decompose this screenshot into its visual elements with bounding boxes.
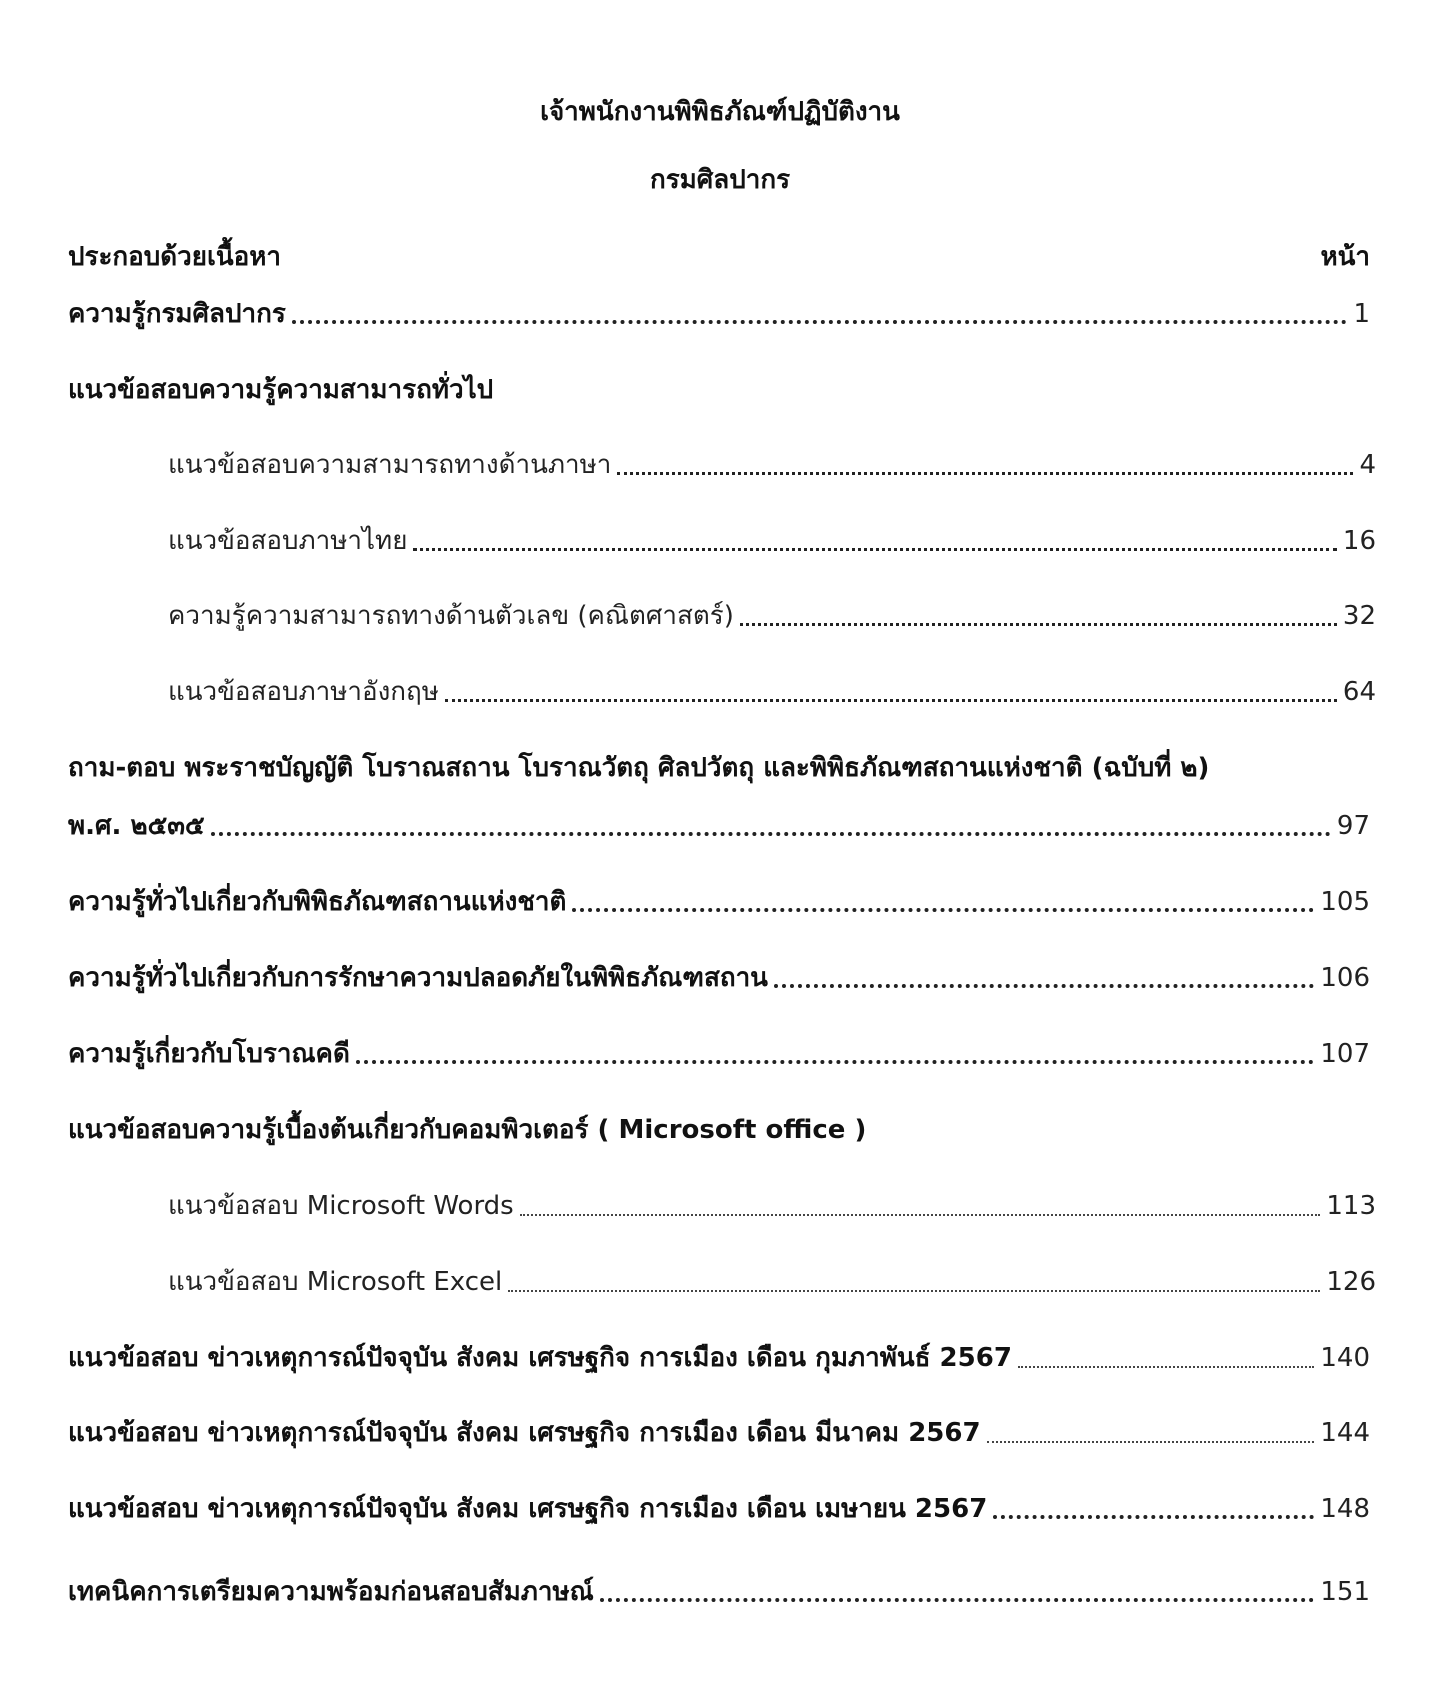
toc-entry-page: 148 (1320, 1494, 1370, 1524)
toc-subentry (168, 1186, 1376, 1226)
dot-leader (600, 1598, 1315, 1602)
toc-subentry-label: แนวข้อสอบภาษาไทย (168, 526, 408, 556)
dot-leader (413, 548, 1336, 551)
contents-header (68, 236, 1370, 276)
dot-leader (292, 320, 1348, 324)
toc-entry-page: 151 (1320, 1577, 1370, 1607)
toc-subentry (168, 445, 1376, 485)
dot-leader (993, 1515, 1314, 1519)
toc-entry-page: 97 (1336, 811, 1370, 841)
toc-subentry (168, 596, 1376, 636)
toc-subentry (168, 672, 1376, 712)
page-column-label: หน้า (1320, 241, 1370, 272)
toc-entry-label: แนวข้อสอบ ข่าวเหตุการณ์ปัจจุบัน สังคม เศรษฐกิจ การเมือง เดือน กุมภาพันธ์ 2567 (68, 1343, 1012, 1373)
toc-entry-label: แนวข้อสอบ ข่าวเหตุการณ์ปัจจุบัน สังคม เศรษฐกิจ การเมือง เดือน เมษายน 2567 (68, 1494, 988, 1524)
contents-label: ประกอบด้วยเนื้อหา (68, 241, 282, 272)
dot-leader (211, 832, 1331, 836)
dot-leader (1018, 1366, 1314, 1368)
toc-entry-label: ความรู้ทั่วไปเกี่ยวกับการรักษาความปลอดภัยในพิพิธภัณฑสถาน (68, 963, 768, 993)
toc-section-heading: แนวข้อสอบความรู้เบื้องต้นเกี่ยวกับคอมพิวเตอร์ ( Microsoft office ) (68, 1115, 867, 1145)
toc-entry-label: พ.ศ. ๒๕๓๕ (68, 811, 205, 841)
dot-leader (520, 1214, 1321, 1216)
toc-entry-label: ความรู้ทั่วไปเกี่ยวกับพิพิธภัณฑสถานแห่งชาติ (68, 887, 567, 917)
dot-leader (572, 908, 1314, 912)
toc-entry (68, 294, 1370, 334)
toc-entry-page: 144 (1320, 1418, 1370, 1448)
toc-subentry-label: แนวข้อสอบภาษาอังกฤษ (168, 677, 439, 707)
toc-entry-page: 105 (1320, 887, 1370, 917)
toc-subentry-page: 32 (1342, 601, 1376, 631)
toc-subentry-page: 126 (1326, 1267, 1376, 1297)
toc-section-heading: แนวข้อสอบความรู้ความสามารถทั่วไป (68, 375, 494, 405)
toc-subentry (168, 1262, 1376, 1302)
toc-subentry-label: แนวข้อสอบความสามารถทางด้านภาษา (168, 450, 612, 480)
toc-entry (68, 1034, 1370, 1074)
dot-leader (356, 1060, 1315, 1064)
toc-entry-page: 106 (1320, 963, 1370, 993)
toc-subentry-page: 16 (1342, 526, 1376, 556)
toc-entry (68, 806, 1370, 846)
toc-subentry-page: 4 (1359, 450, 1376, 480)
toc-entry-page: 1 (1353, 299, 1370, 329)
toc-entry-label: ความรู้กรมศิลปากร (68, 299, 286, 329)
toc-entry (68, 1413, 1370, 1453)
toc-subentry-label: ความรู้ความสามารถทางด้านตัวเลข (คณิตศาสตร์) (168, 601, 734, 631)
toc-entry-first-line: ถาม-ตอบ พระราชบัญญัติ โบราณสถาน โบราณวัตถุ ศิลปวัตถุ และพิพิธภัณฑสถานแห่งชาติ (ฉบับที่ ๒) (68, 753, 1210, 783)
toc-entry (68, 882, 1370, 922)
toc-entry (68, 958, 1370, 998)
toc-subentry-label: แนวข้อสอบ Microsoft Excel (168, 1267, 503, 1297)
document-title: เจ้าพนักงานพิพิธภัณฑ์ปฏิบัติงาน (540, 97, 900, 127)
toc-entry-label: แนวข้อสอบ ข่าวเหตุการณ์ปัจจุบัน สังคม เศรษฐกิจ การเมือง เดือน มีนาคม 2567 (68, 1418, 981, 1448)
dot-leader (987, 1441, 1315, 1443)
dot-leader (740, 623, 1337, 626)
toc-subentry (168, 521, 1376, 561)
toc-entry (68, 1489, 1370, 1529)
dot-leader (508, 1290, 1320, 1292)
toc-entry-page: 107 (1320, 1039, 1370, 1069)
toc-entry-label: ความรู้เกี่ยวกับโบราณคดี (68, 1039, 350, 1069)
dot-leader (445, 699, 1337, 702)
toc-entry-page: 140 (1320, 1343, 1370, 1373)
toc-subentry-label: แนวข้อสอบ Microsoft Words (168, 1191, 514, 1221)
dot-leader (774, 984, 1314, 988)
dot-leader (617, 472, 1353, 475)
toc-entry (68, 1572, 1370, 1612)
toc-entry (68, 1338, 1370, 1378)
toc-entry-label: เทคนิคการเตรียมความพร้อมก่อนสอบสัมภาษณ์ (68, 1577, 594, 1607)
toc-subentry-page: 113 (1326, 1191, 1376, 1221)
toc-subentry-page: 64 (1342, 677, 1376, 707)
document-subtitle: กรมศิลปากร (649, 165, 791, 195)
